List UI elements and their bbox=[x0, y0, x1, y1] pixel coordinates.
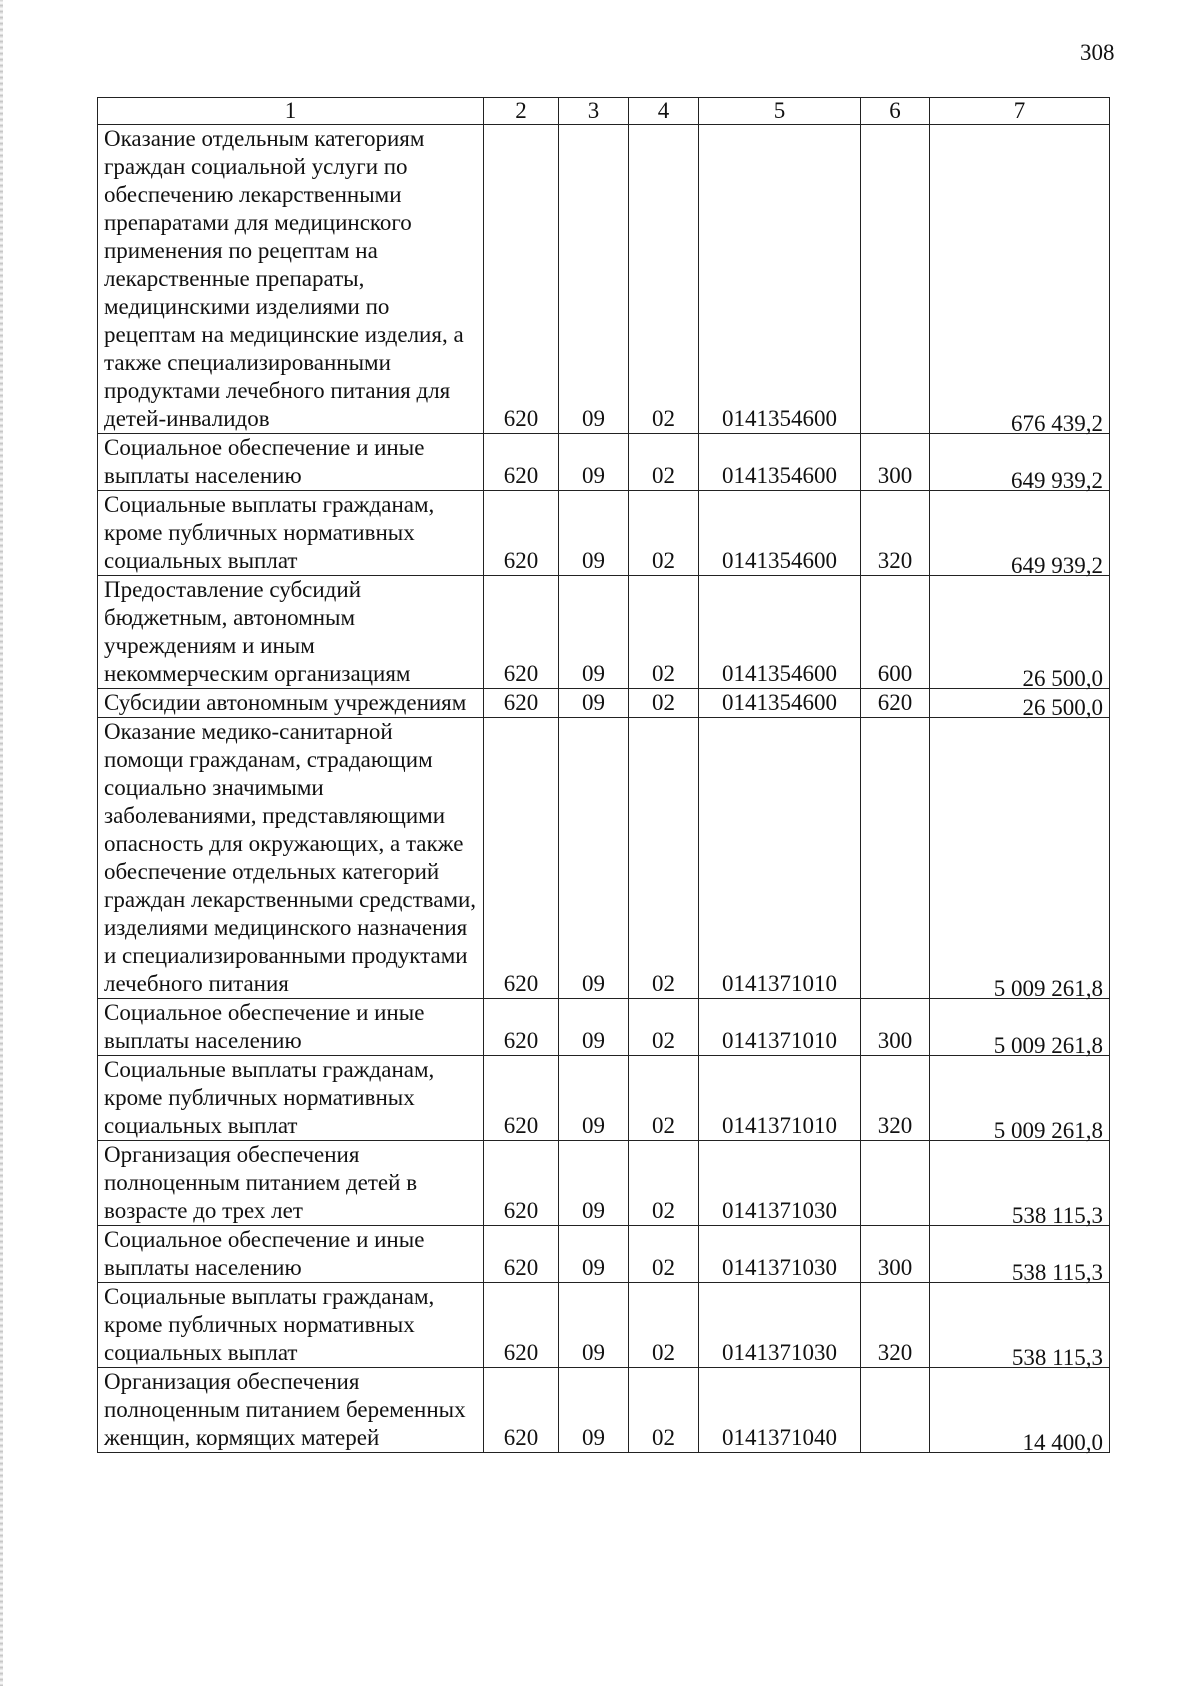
table-row bbox=[98, 125, 1110, 434]
table-row bbox=[98, 718, 1110, 999]
row-name: Предоставление субсидий бюджетным, автономным учреждениям и иным некоммерческим организациям bbox=[98, 576, 484, 689]
row-amount-value: 649 939,2 bbox=[1011, 468, 1103, 493]
row-expense-type: 600 bbox=[861, 576, 930, 689]
row-section-code: 09 bbox=[559, 1141, 629, 1226]
header-row bbox=[98, 98, 1110, 125]
row-expense-type: 320 bbox=[861, 1056, 930, 1141]
row-section-code: 09 bbox=[559, 689, 629, 718]
header-cell-3: 3 bbox=[559, 98, 629, 125]
row-amount bbox=[930, 1141, 1110, 1226]
row-name: Социальные выплаты гражданам, кроме публичных нормативных социальных выплат bbox=[98, 1056, 484, 1141]
row-ministry-code: 620 bbox=[484, 125, 559, 434]
row-ministry-code: 620 bbox=[484, 999, 559, 1056]
row-ministry-code: 620 bbox=[484, 576, 559, 689]
row-section-code: 09 bbox=[559, 491, 629, 576]
row-amount-value: 26 500,0 bbox=[1022, 666, 1103, 691]
row-target-article: 0141371030 bbox=[699, 1226, 861, 1283]
row-amount bbox=[930, 576, 1110, 689]
row-subsection-code: 02 bbox=[629, 491, 699, 576]
row-subsection-code: 02 bbox=[629, 1368, 699, 1453]
table-row bbox=[98, 1141, 1110, 1226]
row-amount-value: 5 009 261,8 bbox=[993, 1118, 1103, 1143]
row-subsection-code: 02 bbox=[629, 718, 699, 999]
header-cell-1: 1 bbox=[98, 98, 484, 125]
table-body bbox=[98, 125, 1110, 1453]
row-target-article: 0141354600 bbox=[699, 434, 861, 491]
row-expense-type bbox=[861, 125, 930, 434]
row-name: Социальное обеспечение и иные выплаты населению bbox=[98, 999, 484, 1056]
row-amount bbox=[930, 1226, 1110, 1283]
row-name: Социальное обеспечение и иные выплаты населению bbox=[98, 1226, 484, 1283]
row-amount-value: 26 500,0 bbox=[1022, 695, 1103, 720]
row-amount bbox=[930, 1368, 1110, 1453]
row-expense-type: 300 bbox=[861, 434, 930, 491]
row-amount-value: 538 115,3 bbox=[1011, 1260, 1103, 1285]
page-number: 308 bbox=[1080, 40, 1115, 65]
row-subsection-code: 02 bbox=[629, 1283, 699, 1368]
row-subsection-code: 02 bbox=[629, 1141, 699, 1226]
row-target-article: 0141354600 bbox=[699, 491, 861, 576]
row-section-code: 09 bbox=[559, 576, 629, 689]
row-ministry-code: 620 bbox=[484, 1368, 559, 1453]
row-name: Организация обеспечения полноценным питанием детей в возрасте до трех лет bbox=[98, 1141, 484, 1226]
row-amount bbox=[930, 999, 1110, 1056]
row-section-code: 09 bbox=[559, 434, 629, 491]
row-section-code: 09 bbox=[559, 1226, 629, 1283]
row-amount-value: 5 009 261,8 bbox=[993, 976, 1103, 1001]
row-target-article: 0141354600 bbox=[699, 689, 861, 718]
row-amount-value: 649 939,2 bbox=[1011, 553, 1103, 578]
row-amount bbox=[930, 125, 1110, 434]
row-amount bbox=[930, 1056, 1110, 1141]
row-ministry-code: 620 bbox=[484, 434, 559, 491]
row-name: Оказание медико-санитарной помощи гражданам, страдающим социально значимыми заболеваниями, представляющими опасность для окружающих, а также обеспечение отдельных категорий граждан лекарственными средствами, изделиями медицинского назначения и специализированными продуктами лечебного питания bbox=[98, 718, 484, 999]
table-row bbox=[98, 576, 1110, 689]
row-amount bbox=[930, 718, 1110, 999]
budget-table bbox=[97, 97, 1110, 1453]
table-row bbox=[98, 689, 1110, 718]
row-expense-type: 320 bbox=[861, 1283, 930, 1368]
row-expense-type bbox=[861, 1368, 930, 1453]
row-ministry-code: 620 bbox=[484, 1226, 559, 1283]
row-amount-value: 538 115,3 bbox=[1011, 1345, 1103, 1370]
row-subsection-code: 02 bbox=[629, 125, 699, 434]
row-ministry-code: 620 bbox=[484, 491, 559, 576]
row-name: Социальное обеспечение и иные выплаты населению bbox=[98, 434, 484, 491]
row-name: Социальные выплаты гражданам, кроме публичных нормативных социальных выплат bbox=[98, 1283, 484, 1368]
row-target-article: 0141371030 bbox=[699, 1283, 861, 1368]
row-target-article: 0141371010 bbox=[699, 999, 861, 1056]
row-subsection-code: 02 bbox=[629, 576, 699, 689]
row-section-code: 09 bbox=[559, 1056, 629, 1141]
scan-edge bbox=[0, 0, 3, 1686]
row-amount-value: 5 009 261,8 bbox=[993, 1033, 1103, 1058]
row-target-article: 0141354600 bbox=[699, 125, 861, 434]
row-section-code: 09 bbox=[559, 999, 629, 1056]
row-target-article: 0141354600 bbox=[699, 576, 861, 689]
table-row bbox=[98, 1056, 1110, 1141]
header-cell-6: 6 bbox=[861, 98, 930, 125]
table-row bbox=[98, 999, 1110, 1056]
row-name: Субсидии автономным учреждениям bbox=[98, 689, 484, 718]
table-row bbox=[98, 491, 1110, 576]
row-expense-type: 300 bbox=[861, 999, 930, 1056]
row-target-article: 0141371030 bbox=[699, 1141, 861, 1226]
row-section-code: 09 bbox=[559, 1283, 629, 1368]
row-amount-value: 538 115,3 bbox=[1011, 1203, 1103, 1228]
row-expense-type bbox=[861, 718, 930, 999]
row-amount bbox=[930, 434, 1110, 491]
header-cell-5: 5 bbox=[699, 98, 861, 125]
row-section-code: 09 bbox=[559, 718, 629, 999]
row-target-article: 0141371040 bbox=[699, 1368, 861, 1453]
row-section-code: 09 bbox=[559, 125, 629, 434]
row-amount-value: 14 400,0 bbox=[1022, 1430, 1103, 1455]
row-expense-type: 300 bbox=[861, 1226, 930, 1283]
row-target-article: 0141371010 bbox=[699, 1056, 861, 1141]
table-row bbox=[98, 1226, 1110, 1283]
row-name: Организация обеспечения полноценным питанием беременных женщин, кормящих матерей bbox=[98, 1368, 484, 1453]
row-amount bbox=[930, 491, 1110, 576]
table-row bbox=[98, 434, 1110, 491]
row-amount bbox=[930, 689, 1110, 718]
row-amount bbox=[930, 1283, 1110, 1368]
row-subsection-code: 02 bbox=[629, 999, 699, 1056]
row-subsection-code: 02 bbox=[629, 1226, 699, 1283]
row-subsection-code: 02 bbox=[629, 1056, 699, 1141]
row-target-article: 0141371010 bbox=[699, 718, 861, 999]
row-expense-type bbox=[861, 1141, 930, 1226]
row-expense-type: 620 bbox=[861, 689, 930, 718]
row-ministry-code: 620 bbox=[484, 1141, 559, 1226]
row-ministry-code: 620 bbox=[484, 718, 559, 999]
header-cell-7: 7 bbox=[930, 98, 1110, 125]
table-row bbox=[98, 1368, 1110, 1453]
header-cell-2: 2 bbox=[484, 98, 559, 125]
row-subsection-code: 02 bbox=[629, 689, 699, 718]
row-amount-value: 676 439,2 bbox=[1011, 411, 1103, 436]
row-name: Оказание отдельным категориям граждан социальной услуги по обеспечению лекарственными препаратами для медицинского применения по рецептам на лекарственные препараты, медицинскими изделиями по рецептам на медицинские изделия, а также специализированными продуктами лечебного питания для детей-инвалидов bbox=[98, 125, 484, 434]
row-ministry-code: 620 bbox=[484, 1056, 559, 1141]
header-cell-4: 4 bbox=[629, 98, 699, 125]
row-section-code: 09 bbox=[559, 1368, 629, 1453]
row-name: Социальные выплаты гражданам, кроме публичных нормативных социальных выплат bbox=[98, 491, 484, 576]
row-ministry-code: 620 bbox=[484, 689, 559, 718]
table-row bbox=[98, 1283, 1110, 1368]
row-expense-type: 320 bbox=[861, 491, 930, 576]
row-ministry-code: 620 bbox=[484, 1283, 559, 1368]
row-subsection-code: 02 bbox=[629, 434, 699, 491]
